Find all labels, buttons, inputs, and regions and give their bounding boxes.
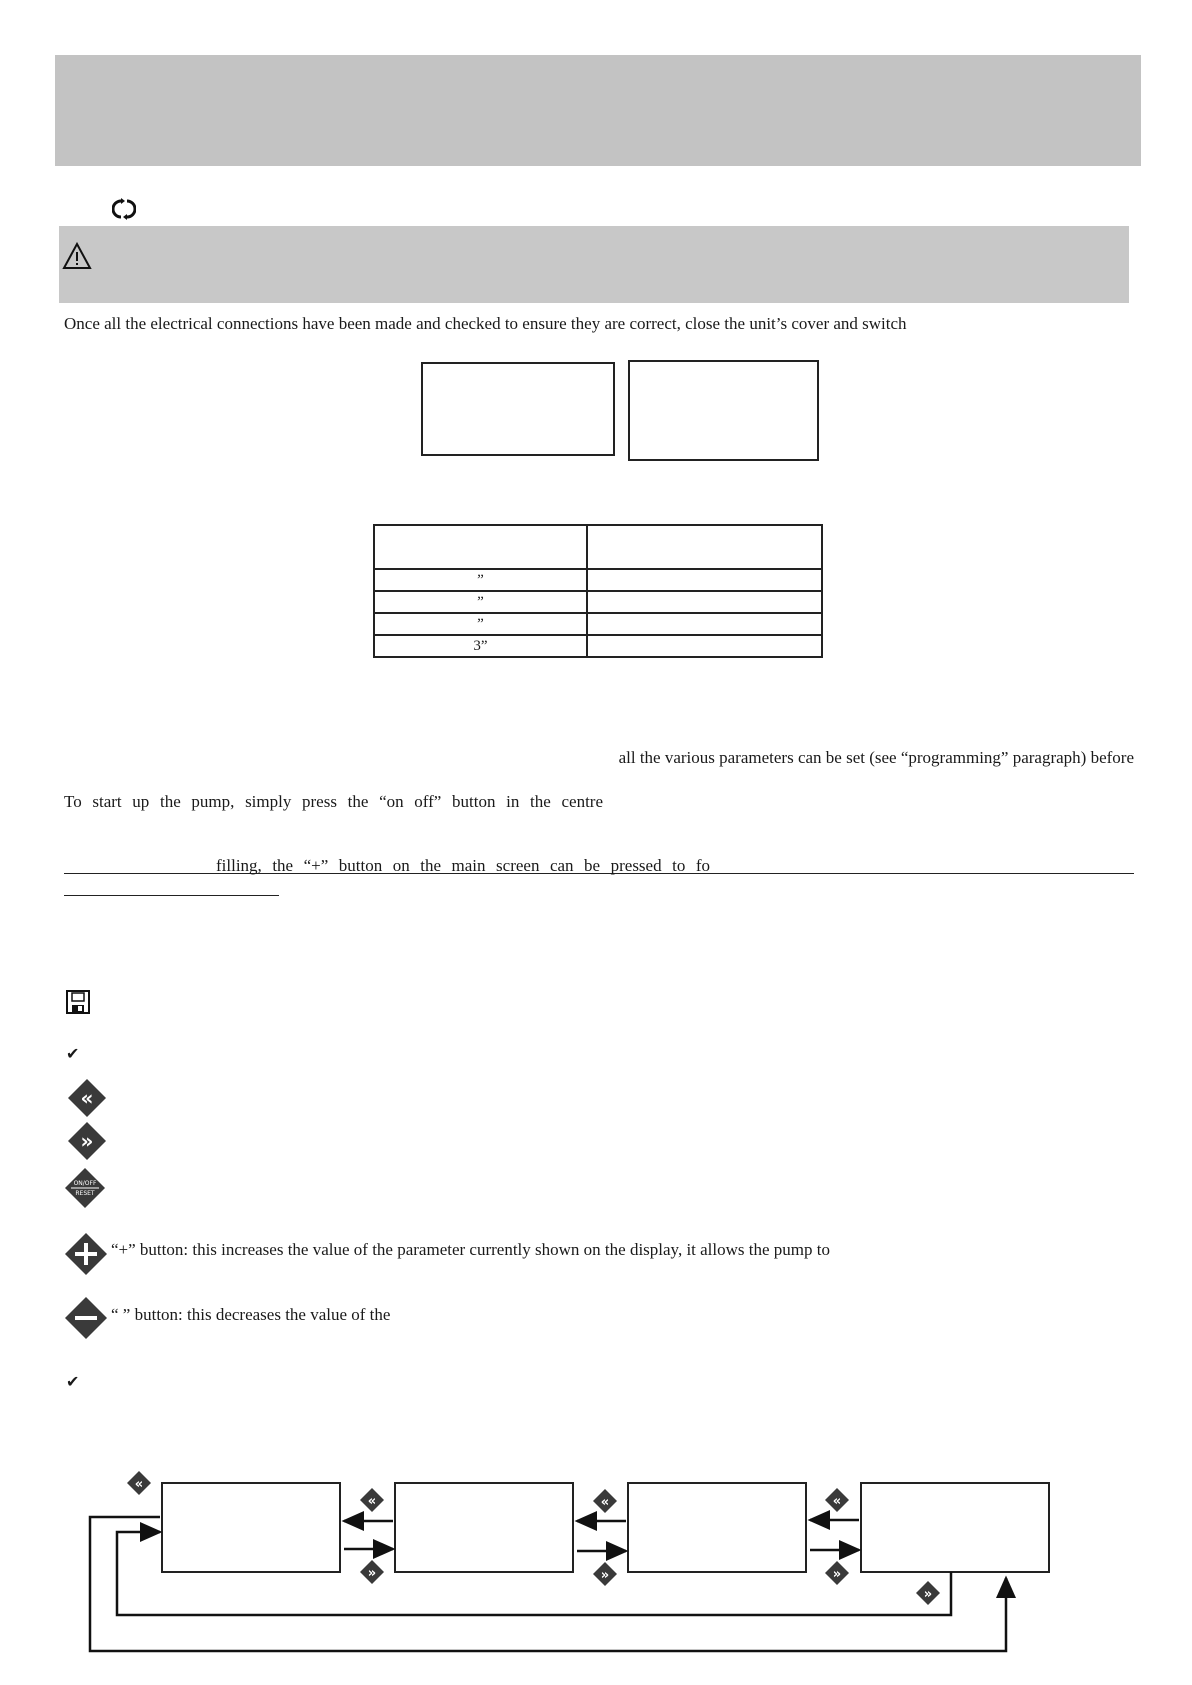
- table-row: [374, 569, 822, 591]
- double-chevron-left-icon: [593, 1489, 617, 1513]
- double-chevron-left-icon: [127, 1471, 151, 1495]
- warning-band: [59, 226, 1129, 303]
- filling-text: filling, the “+” button on the main screen can be pressed to fo: [216, 856, 710, 875]
- floppy-disk-icon: [66, 990, 90, 1019]
- svg-text:«: «: [80, 1086, 94, 1110]
- intro-text: Once all the electrical connections have been made and checked to ensure they are correct, close the unit’s cover and switch: [64, 314, 907, 333]
- double-chevron-left-icon: [360, 1488, 384, 1512]
- menu-screen-box-3: [628, 1483, 806, 1572]
- svg-text:«: «: [600, 1495, 610, 1510]
- double-chevron-right-icon: [67, 1121, 107, 1166]
- table-cell: ”: [374, 613, 587, 635]
- double-chevron-right-icon: [916, 1581, 940, 1605]
- table-row: [374, 613, 822, 635]
- startup-text: To start up the pump, simply press the “on off” button in the centre: [64, 792, 603, 811]
- svg-text:«: «: [367, 1494, 377, 1509]
- plus-button-icon: [64, 1232, 108, 1281]
- menu-screen-box-4: [861, 1483, 1049, 1572]
- table-cell: [587, 613, 822, 635]
- svg-text:»: »: [923, 1587, 933, 1602]
- table-row: [374, 591, 822, 613]
- double-chevron-right-icon: [593, 1562, 617, 1586]
- svg-text:»: »: [80, 1129, 94, 1153]
- svg-text:»: »: [600, 1568, 610, 1583]
- svg-text:»: »: [367, 1566, 377, 1581]
- svg-text:«: «: [832, 1494, 842, 1509]
- double-chevron-left-icon: [67, 1078, 107, 1123]
- onoff-label: ON/OFF: [73, 1180, 97, 1187]
- table-header-row: [374, 525, 822, 569]
- table-cell: [587, 591, 822, 613]
- display-box-left: [421, 362, 615, 456]
- underline-rule-short: [64, 895, 279, 896]
- parameters-text: all the various parameters can be set (see “programming” paragraph) before: [618, 748, 1134, 767]
- svg-text:»: »: [832, 1567, 842, 1582]
- double-chevron-right-icon: [825, 1561, 849, 1585]
- svg-text:«: «: [134, 1477, 144, 1492]
- checkmark-icon: ✔: [66, 1374, 80, 1391]
- onoff-reset-button-icon: [64, 1167, 106, 1214]
- navigation-flow-diagram: [0, 1465, 1192, 1665]
- table-row: [374, 635, 822, 657]
- rotate-arrows-icon: [112, 198, 136, 225]
- menu-screen-box-2: [395, 1483, 573, 1572]
- spec-table: [373, 524, 823, 658]
- display-box-right: [628, 360, 819, 461]
- header-band: [55, 55, 1141, 166]
- table-cell: ”: [374, 569, 587, 591]
- reset-label: RESET: [75, 1190, 95, 1197]
- minus-button-description: “ ” button: this decreases the value of the: [111, 1305, 391, 1324]
- table-cell: [587, 635, 822, 657]
- double-chevron-right-icon: [360, 1560, 384, 1584]
- table-cell: ”: [374, 591, 587, 613]
- table-cell: [587, 569, 822, 591]
- plus-button-description: “+” button: this increases the value of the parameter currently shown on the display, it allows the pump to: [111, 1240, 830, 1259]
- table-cell: 3”: [374, 635, 587, 657]
- warning-triangle-icon: [62, 242, 92, 275]
- double-chevron-left-icon: [825, 1488, 849, 1512]
- minus-button-icon: [64, 1296, 108, 1345]
- menu-screen-box-1: [162, 1483, 340, 1572]
- checkmark-icon: ✔: [66, 1046, 80, 1063]
